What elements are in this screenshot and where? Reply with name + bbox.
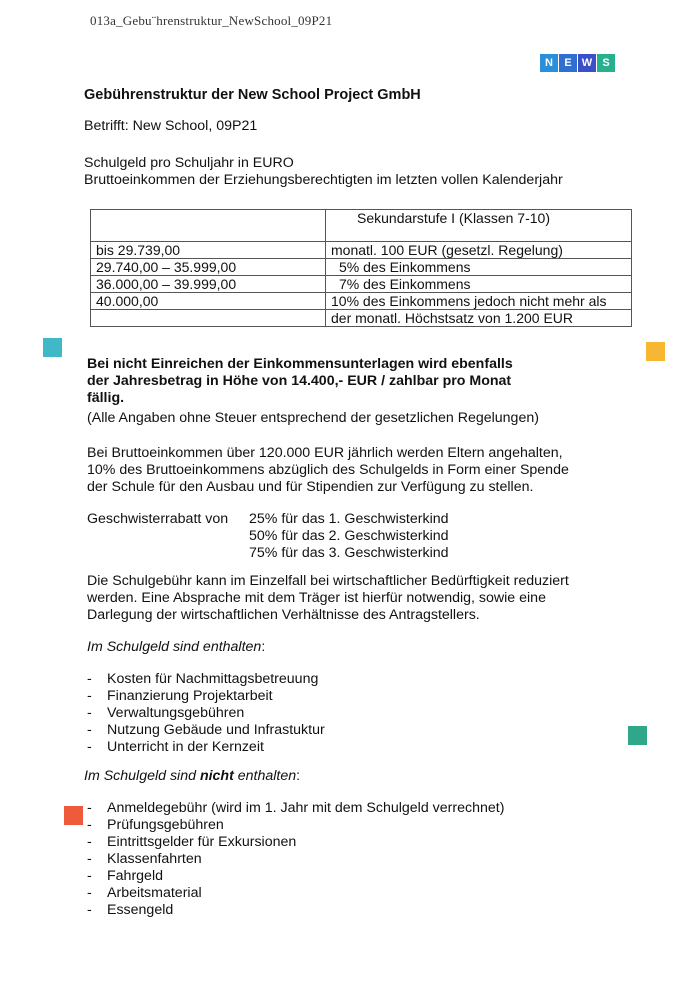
income-cell <box>91 310 326 327</box>
list-item-text: Klassenfahrten <box>107 851 202 867</box>
paragraph-line: 10% des Bruttoeinkommens abzüglich des Schulgelds in Form einer Spende <box>87 462 569 478</box>
note-line: der Jahresbetrag in Höhe von 14.400,- EUR / zahlbar pro Monat <box>87 373 512 389</box>
intro-line: Bruttoeinkommen der Erziehungsberechtigten im letzten vollen Kalenderjahr <box>84 172 563 188</box>
sibling-discount-item: 50% für das 2. Geschwisterkind <box>249 528 449 544</box>
list-item <box>87 705 325 722</box>
dash-marker: - <box>87 739 92 755</box>
fee-cell-text: 7% des Einkommens <box>339 276 471 292</box>
dash-marker: - <box>87 885 92 901</box>
list-item-text: Eintrittsgelder für Exkursionen <box>107 834 297 850</box>
donation-paragraph <box>87 445 587 496</box>
sibling-discount-list <box>249 511 449 562</box>
list-item <box>87 800 504 817</box>
included-heading <box>87 639 265 656</box>
excluded-heading <box>84 768 300 785</box>
table-header-text: Sekundarstufe I (Klassen 7-10) <box>357 210 550 226</box>
missing-documents-note <box>87 356 547 407</box>
fee-cell: monatl. 100 EUR (gesetzl. Regelung) <box>326 242 632 259</box>
list-item <box>87 868 504 885</box>
list-item-text: Essengeld <box>107 902 174 918</box>
excluded-heading-pre: Im Schulgeld sind <box>84 768 200 784</box>
news-logo <box>540 54 616 72</box>
fee-cell: 10% des Einkommens jedoch nicht mehr als <box>326 293 632 310</box>
income-cell: 29.740,00 – 35.999,00 <box>91 259 326 276</box>
subject-line: Betrifft: New School, 09P21 <box>84 118 258 134</box>
decor-square-green <box>628 726 647 745</box>
dash-marker: - <box>87 834 92 850</box>
list-item <box>87 671 325 688</box>
tax-note: (Alle Angaben ohne Steuer entsprechend der gesetzlichen Regelungen) <box>87 410 539 426</box>
note-line: fällig. <box>87 390 125 406</box>
table-row <box>91 310 632 327</box>
table-row <box>91 293 632 310</box>
dash-marker: - <box>87 800 92 816</box>
paragraph-line: Die Schulgebühr kann im Einzelfall bei wirtschaftlicher Bedürftigkeit reduziert <box>87 573 569 589</box>
list-item-text: Nutzung Gebäude und Infrastuktur <box>107 722 325 738</box>
list-item <box>87 817 504 834</box>
dash-marker: - <box>87 902 92 918</box>
logo-letter-e: E <box>559 54 577 72</box>
income-cell: 36.000,00 – 39.999,00 <box>91 276 326 293</box>
table-row <box>91 242 632 259</box>
document-title: Gebührenstruktur der New School Project GmbH <box>84 87 421 103</box>
sibling-discount-item: 25% für das 1. Geschwisterkind <box>249 511 449 527</box>
dash-marker: - <box>87 851 92 867</box>
intro-text <box>84 155 563 189</box>
list-item-text: Arbeitsmaterial <box>107 885 202 901</box>
list-item <box>87 739 325 756</box>
income-cell: bis 29.739,00 <box>91 242 326 259</box>
paragraph-line: der Schule für den Ausbau und für Stipendien zur Verfügung zu stellen. <box>87 479 534 495</box>
excluded-heading-bold: nicht <box>199 768 234 784</box>
fee-cell-text: 5% des Einkommens <box>339 259 471 275</box>
dash-marker: - <box>87 705 92 721</box>
fee-cell <box>326 259 632 276</box>
table-row <box>91 259 632 276</box>
paragraph-line: werden. Eine Absprache mit dem Träger ist hierfür notwendig, sowie eine <box>87 590 546 606</box>
logo-letter-n: N <box>540 54 558 72</box>
list-item-text: Prüfungsgebühren <box>107 817 224 833</box>
list-item <box>87 688 325 705</box>
logo-letter-w: W <box>578 54 596 72</box>
list-item <box>87 722 325 739</box>
list-item-text: Unterricht in der Kernzeit <box>107 739 264 755</box>
list-item <box>87 902 504 919</box>
list-item-text: Finanzierung Projektarbeit <box>107 688 273 704</box>
dash-marker: - <box>87 817 92 833</box>
included-heading-text: Im Schulgeld sind enthalten <box>87 639 262 655</box>
excluded-heading-post: enthalten <box>233 768 297 784</box>
list-item-text: Anmeldegebühr (wird im 1. Jahr mit dem Schulgeld verrechnet) <box>107 800 505 816</box>
note-line: Bei nicht Einreichen der Einkommensunterlagen wird ebenfalls <box>87 356 513 372</box>
dash-marker: - <box>87 688 92 704</box>
table-header-cell <box>326 210 632 242</box>
decor-square-yellow <box>646 342 665 361</box>
heading-colon: : <box>261 639 266 655</box>
table-header-row <box>91 210 632 242</box>
logo-letter-s: S <box>597 54 615 72</box>
paragraph-line: Bei Bruttoeinkommen über 120.000 EUR jährlich werden Eltern angehalten, <box>87 445 563 461</box>
included-list <box>87 671 325 756</box>
table-row <box>91 276 632 293</box>
file-name-label: 013a_Gebu¨hrenstruktur_NewSchool_09P21 <box>90 13 333 28</box>
dash-marker: - <box>87 868 92 884</box>
excluded-list <box>87 800 504 919</box>
decor-square-teal <box>43 338 62 357</box>
fee-cell: der monatl. Höchstsatz von 1.200 EUR <box>326 310 632 327</box>
list-item <box>87 851 504 868</box>
list-item <box>87 885 504 902</box>
fee-table <box>90 209 632 327</box>
hardship-paragraph <box>87 573 587 624</box>
sibling-discount-item: 75% für das 3. Geschwisterkind <box>249 545 449 561</box>
decor-square-red <box>64 806 83 825</box>
dash-marker: - <box>87 722 92 738</box>
intro-line: Schulgeld pro Schuljahr in EURO <box>84 155 294 171</box>
dash-marker: - <box>87 671 92 687</box>
fee-cell <box>326 276 632 293</box>
income-cell: 40.000,00 <box>91 293 326 310</box>
list-item-text: Verwaltungsgebühren <box>107 705 245 721</box>
list-item-text: Kosten für Nachmittagsbetreuung <box>107 671 319 687</box>
table-header-empty-cell <box>91 210 326 242</box>
paragraph-line: Darlegung der wirtschaftlichen Verhältnisse des Antragstellers. <box>87 607 480 623</box>
list-item-text: Fahrgeld <box>107 868 163 884</box>
heading-colon: : <box>296 768 301 784</box>
sibling-discount-label: Geschwisterrabatt von <box>87 511 229 527</box>
list-item <box>87 834 504 851</box>
